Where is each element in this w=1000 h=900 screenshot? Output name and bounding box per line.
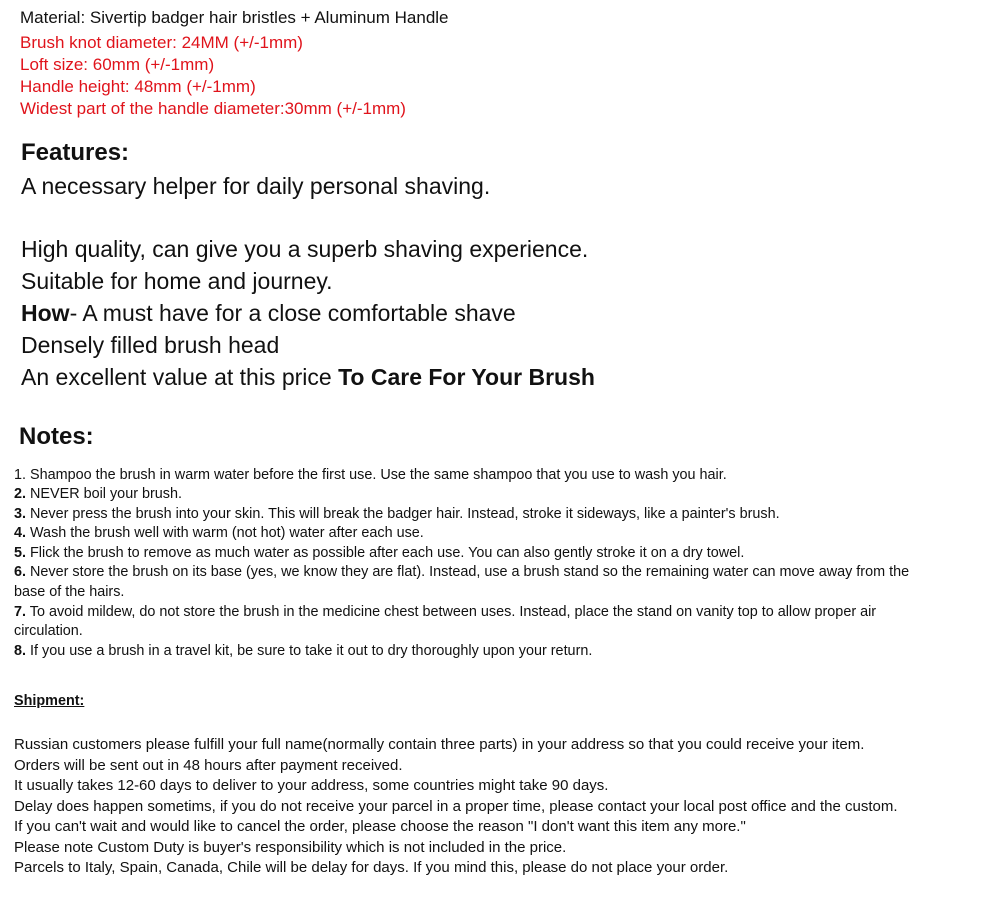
note-3-text: Never press the brush into your skin. This will break the badger hair. Instead, stroke it sideways, like a painter's brush. <box>26 506 780 522</box>
note-8-text: If you use a brush in a travel kit, be sure to take it out to dry thoroughly upon your return. <box>26 643 593 659</box>
note-2 <box>14 485 182 505</box>
note-6-number: 6. <box>14 564 27 580</box>
note-4-text: Wash the brush well with warm (not hot) water after each use. <box>26 525 424 541</box>
note-6 <box>14 563 909 583</box>
spec-handle-height: Handle height: 48mm (+/-1mm) <box>20 77 256 96</box>
spec-knot-diameter: Brush knot diameter: 24MM (+/-1mm) <box>20 33 303 52</box>
note-6-text: Never store the brush on its base (yes, we know they are flat). Instead, use a brush stand so the remaining water can move away from the <box>26 564 910 580</box>
note-8 <box>14 642 592 662</box>
feature-line-4 <box>21 298 516 328</box>
shipment-line-7: Parcels to Italy, Spain, Canada, Chile will be delay for days. If you mind this, please do not place your order. <box>14 859 729 876</box>
feature-line-5: Densely filled brush head <box>21 332 280 358</box>
shipment-line-2: Orders will be sent out in 48 hours after payment received. <box>14 757 403 774</box>
features-heading: Features: <box>21 139 130 166</box>
spec-widest-part: Widest part of the handle diameter:30mm (+/-1mm) <box>20 99 406 118</box>
feature-line-6-bold: To Care For Your Brush <box>338 364 595 390</box>
spec-loft-size: Loft size: 60mm (+/-1mm) <box>20 55 215 74</box>
shipment-line-5: If you can't wait and would like to cancel the order, please choose the reason "I don't want this item any more." <box>14 818 746 835</box>
feature-line-1: A necessary helper for daily personal shaving. <box>21 173 491 199</box>
feature-line-6 <box>21 362 595 392</box>
feature-line-3: Suitable for home and journey. <box>21 268 333 294</box>
note-8-number: 8. <box>14 643 27 659</box>
note-6-continued: base of the hairs. <box>14 584 125 600</box>
note-4-number: 4. <box>14 525 27 541</box>
note-4 <box>14 524 424 544</box>
note-3-number: 3. <box>14 506 27 522</box>
feature-line-4-rest: - A must have for a close comfortable shave <box>69 300 516 326</box>
shipment-heading: Shipment: <box>14 693 85 709</box>
note-7-continued: circulation. <box>14 623 83 639</box>
note-5 <box>14 544 744 564</box>
note-2-number: 2. <box>14 486 27 502</box>
note-5-text: Flick the brush to remove as much water as possible after each use. You can also gently stroke it on a dry towel. <box>26 545 745 561</box>
note-1: 1. Shampoo the brush in warm water before the first use. Use the same shampoo that you use to wash you hair. <box>14 467 727 483</box>
feature-line-2: High quality, can give you a superb shaving experience. <box>21 236 589 262</box>
note-7 <box>14 603 876 623</box>
note-3 <box>14 505 780 525</box>
notes-heading: Notes: <box>19 423 94 450</box>
note-5-number: 5. <box>14 545 27 561</box>
shipment-line-6: Please note Custom Duty is buyer's responsibility which is not included in the price. <box>14 839 567 856</box>
shipment-line-4: Delay does happen sometims, if you do not receive your parcel in a proper time, please contact your local post office and the custom. <box>14 798 898 815</box>
spec-material: Material: Sivertip badger hair bristles + Aluminum Handle <box>20 8 449 27</box>
note-7-text: To avoid mildew, do not store the brush in the medicine chest between uses. Instead, place the stand on vanity top to allow proper air <box>26 604 877 620</box>
note-2-text: NEVER boil your brush. <box>26 486 182 502</box>
feature-line-4-bold: How <box>21 300 70 326</box>
note-7-number: 7. <box>14 604 27 620</box>
shipment-line-3: It usually takes 12-60 days to deliver to your address, some countries might take 90 days. <box>14 777 609 794</box>
shipment-line-1: Russian customers please fulfill your full name(normally contain three parts) in your address so that you could receive your item. <box>14 736 865 753</box>
feature-line-6-plain: An excellent value at this price <box>21 364 339 390</box>
